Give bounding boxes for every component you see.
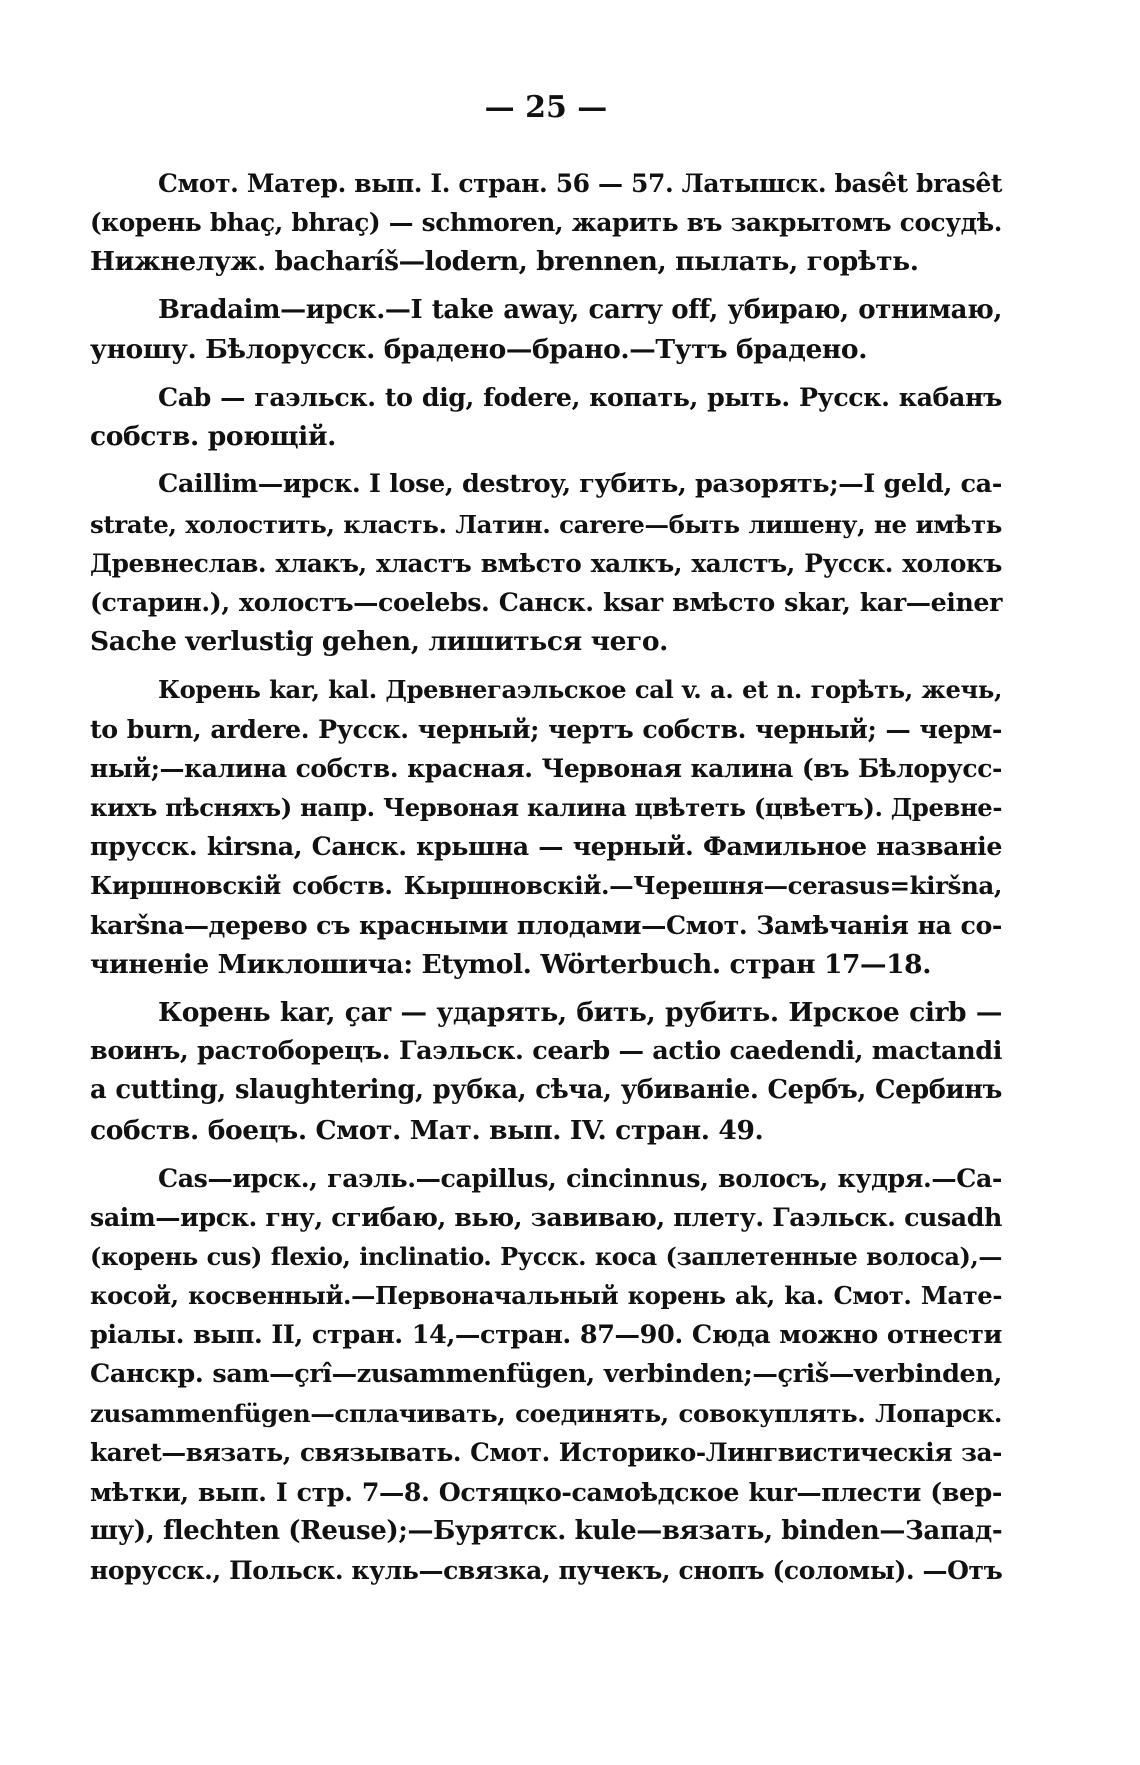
text-line: шу), flechten (Reuse);—Бурятск. kule—вязать, binden—Запад- [90,1515,1003,1546]
text-line: (старин.), холостъ—coelebs. Санск. ksar вмѣсто skar, kar—einer [90,587,1002,618]
text-line: Древнеслав. хлакъ, хластъ вмѣсто халкъ, халстъ, Русск. холокъ [90,548,1002,578]
paragraph [90,378,1002,456]
text-line: собств. боецъ. Смот. Мат. вып. IV. стран. 49. [90,1114,764,1146]
text-line: ный;—калина собств. красная. Червоная калина (въ Бѣлорусс- [90,753,1002,783]
text-line: zusammenfügen—сплачивать, соединять, совокуплять. Лопарск. [90,1399,1002,1429]
text-line: saim—ирск. гну, сгибаю, вью, завиваю, плету. Гаэльск. cusadh [90,1202,1002,1233]
text-line: karet—вязать, связывать. Смот. Историко-Лингвистическія за- [90,1438,1002,1468]
text-line: воинъ, растоборецъ. Гаэльск. cearb — actio caedendi, mactandi [90,1036,1002,1067]
text-line: Caillim—ирск. I lose, destroy, губить, разорять;—I geld, ca- [158,469,1002,500]
text-line: (корень bhaç, bhraç) — schmoren, жарить въ закрытомъ сосудѣ. [90,208,1002,238]
text-line: karšna—дерево съ красными плодами—Смот. Замѣчанія на со- [90,909,1002,940]
text-line: Cab — гаэльск. to dig, fodere, копать, рыть. Русск. кабанъ [158,382,1002,413]
text-line: a cutting, slaughtering, рубка, сѣча, убиваніе. Сербъ, Сербинъ [90,1075,1002,1106]
text-line: ріалы. вып. II, стран. 14,—стран. 87—90. Сюда можно отнести [90,1319,1002,1350]
text-line: кихъ пѣсняхъ) напр. Червоная калина цвѣтеть (цвѣетъ). Древне- [90,793,1002,823]
paragraph [90,465,1002,661]
paragraph [90,670,1002,984]
text-line: косой, косвенный.—Первоначальный корень ak, ka. Смот. Мате- [90,1281,1002,1311]
book-page [90,86,1002,1590]
text-line: to burn, ardere. Русск. черный; чертъ собств. черный; — черм- [90,713,1002,744]
paragraph [90,993,1002,1150]
text-line: (корень cus) flexio, inclinatio. Русск. коса (заплетенные волоса),— [90,1242,1002,1272]
text-line: Киршновскій собств. Кыршновскій.—Черешня—cerasus=kiršna, [90,871,1002,901]
text-line: Нижнелуж. bacharíš—lodern, brennen, пылать, горѣть. [90,246,919,278]
text-line: мѣтки, вып. I стр. 7—8. Остяцко-самоѣдское kur—плести (вер- [90,1476,1002,1507]
text-line: чиненіе Миклошича: Etymol. Wörterbuch. стран 17—18. [90,948,932,980]
text-line: Смот. Матер. вып. I. стран. 56 — 57. Латышск. basêt brasêt [158,169,1002,198]
text-line: прусск. kirsna, Санск. крьшна — черный. Фамильное названіе [90,831,1002,862]
text-line: Sache verlustig gehen, лишиться чего. [90,626,668,658]
text-line: Корень kar, kal. Древнегаэльское cal v. a. et n. горѣть, жечь, [158,675,1002,705]
text-line: Bradaim—ирск.—I take away, carry off, убираю, отнимаю, [158,294,1002,325]
text-line: уношу. Бѣлорусск. брадено—брано.—Тутъ брадено. [90,333,868,365]
text-line: strate, холостить, класть. Латин. carere—быть лишену, не имѣть [90,509,1002,539]
text-line: собств. роющій. [90,421,336,453]
text-line: Санскр. sam—çrî—zusammenfügen, verbinden;—çriš—verbinden, [90,1358,1002,1389]
page-number: — 25 — [484,90,608,125]
text-line: Корень kar, çar — ударять, бить, рубить. Ирское cirb — [158,997,1002,1029]
paragraph [90,291,1002,369]
text-line: норусск., Польск. куль—связка, пучекъ, снопъ (соломы). —Отъ [90,1555,1003,1585]
text-line: Cas—ирск., гаэль.—capillus, cincinnus, волосъ, кудря.—Ca- [158,1162,1002,1193]
paragraph [90,164,1002,282]
paragraph [90,1159,1002,1590]
text-body [90,164,1002,1590]
